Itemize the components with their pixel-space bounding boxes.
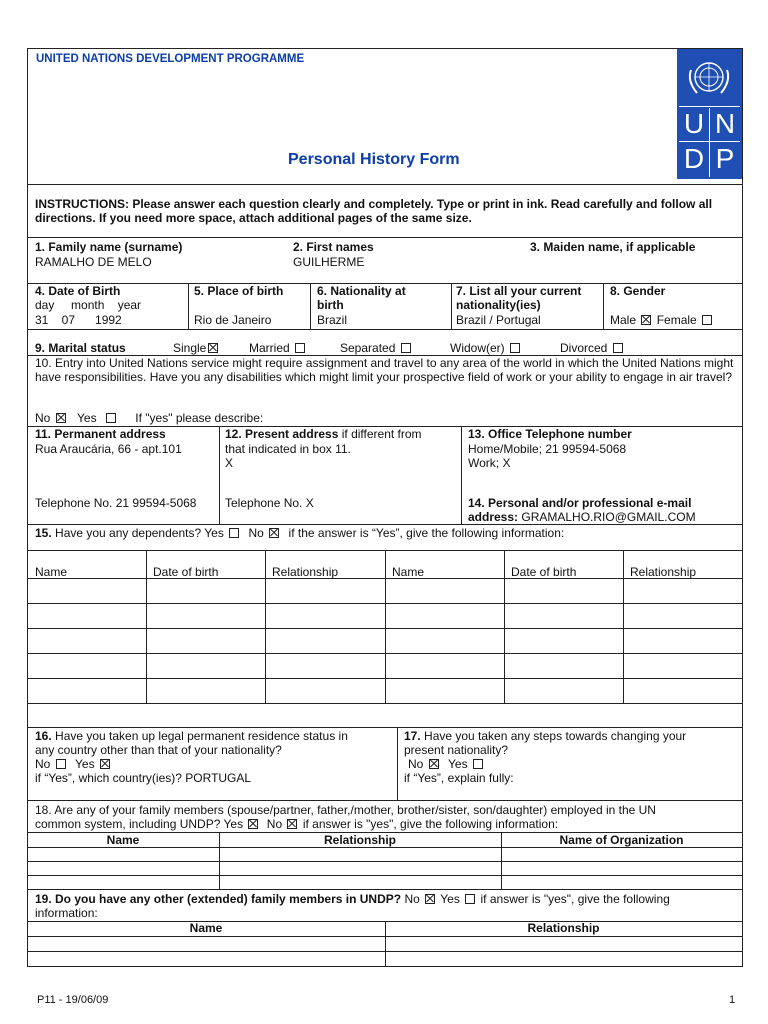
date-of-birth-value[interactable]: 31 07 1992 bbox=[35, 313, 122, 327]
family-name-value[interactable]: RAMALHO DE MELO bbox=[35, 255, 152, 269]
q14-label: 14. Personal and/or professional e-mail bbox=[468, 496, 692, 510]
q3-label: 3. Maiden name, if applicable bbox=[530, 240, 696, 254]
dependents-col-dob-2: Date of birth bbox=[511, 565, 577, 579]
separated-option bbox=[340, 341, 413, 355]
divorced-label: Divorced bbox=[560, 341, 608, 355]
single-label: Single bbox=[173, 341, 207, 355]
q10-answer bbox=[35, 411, 263, 425]
male-label: Male bbox=[610, 313, 637, 327]
q6-label: 6. Nationality at bbox=[317, 284, 406, 298]
q14-email bbox=[468, 510, 696, 524]
dependents-col-relationship-2: Relationship bbox=[630, 565, 697, 579]
q17-answer bbox=[408, 757, 485, 771]
widow-checkbox[interactable] bbox=[510, 343, 520, 353]
q10-text: 10. Entry into United Nations service might require assignment and travel to any area of the world in which the United Nations might have responsibilities. Have you any disabilities which might limit your prospective field of work or your ability to engage in air travel? bbox=[35, 356, 734, 384]
q13-label: 13. Office Telephone number bbox=[468, 427, 632, 441]
instructions-text: INSTRUCTIONS: Please answer each question clearly and completely. Type or print in ink. Read carefully and follow all directions. If you need more space, attach additional pages of the same size. bbox=[35, 197, 713, 225]
q18-col-name: Name bbox=[106, 833, 140, 847]
male-checkbox[interactable] bbox=[641, 315, 651, 325]
logo-letter-p: P bbox=[715, 143, 735, 174]
married-label: Married bbox=[249, 341, 290, 355]
place-of-birth-value[interactable]: Rio de Janeiro bbox=[194, 313, 272, 327]
form-code: P11 - 19/06/09 bbox=[37, 994, 109, 1006]
home-mobile-value[interactable]: Home/Mobile; 21 99594-5068 bbox=[468, 442, 627, 456]
divorced-option bbox=[560, 341, 625, 355]
q19-col-name: Name bbox=[189, 921, 223, 935]
divorced-checkbox[interactable] bbox=[613, 343, 623, 353]
q10-no-label: No bbox=[35, 411, 51, 425]
q7-label: 7. List all your current bbox=[456, 284, 582, 298]
q1-label: 1. Family name (surname) bbox=[35, 240, 183, 254]
q16-line2: any country other than that of your nationality? bbox=[35, 743, 282, 757]
org-name: UNITED NATIONS DEVELOPMENT PROGRAMME bbox=[36, 53, 305, 65]
q17-line1 bbox=[404, 729, 686, 743]
separated-label: Separated bbox=[340, 341, 396, 355]
q19-col-relationship: Relationship bbox=[527, 921, 600, 935]
q18-col-relationship: Relationship bbox=[323, 833, 396, 847]
q18-yes-checkbox[interactable] bbox=[248, 819, 258, 829]
q10-no-checkbox[interactable] bbox=[56, 413, 66, 423]
q15-no-label: No bbox=[248, 526, 264, 540]
q19-line1 bbox=[35, 892, 670, 906]
single-option bbox=[173, 341, 220, 355]
q15-no-checkbox[interactable] bbox=[269, 528, 279, 538]
q18-no-label: No bbox=[266, 817, 283, 831]
form-title: Personal History Form bbox=[288, 151, 460, 168]
q8-label: 8. Gender bbox=[610, 284, 666, 298]
single-checkbox[interactable] bbox=[208, 343, 218, 353]
married-checkbox[interactable] bbox=[295, 343, 305, 353]
q10-yes-label: Yes bbox=[77, 411, 97, 425]
q12-label-rest: if different from bbox=[338, 427, 422, 441]
dependents-col-name: Name bbox=[35, 565, 68, 579]
q10-describe-label: If "yes" please describe: bbox=[135, 411, 264, 425]
q16-yes-label: Yes bbox=[75, 757, 95, 771]
q16-line1 bbox=[35, 729, 348, 743]
widow-label: Widow(er) bbox=[450, 341, 505, 355]
logo-letter-d: D bbox=[683, 143, 705, 174]
q19-yes-checkbox[interactable] bbox=[465, 894, 475, 904]
permanent-telephone[interactable]: Telephone No. 21 99594-5068 bbox=[35, 496, 197, 510]
logo-letter-n: N bbox=[714, 108, 736, 139]
gender-options bbox=[610, 313, 714, 327]
q19-no-checkbox[interactable] bbox=[425, 894, 435, 904]
female-checkbox[interactable] bbox=[702, 315, 712, 325]
q18-line2b: if answer is "yes", give the following information: bbox=[302, 817, 559, 831]
q18-line2a: common system, including UNDP? Yes bbox=[35, 817, 244, 831]
q16-no-checkbox[interactable] bbox=[56, 759, 66, 769]
q16-yes-checkbox[interactable] bbox=[100, 759, 110, 769]
q18-col-organization: Name of Organization bbox=[559, 833, 684, 847]
q16-number: 16. bbox=[35, 729, 52, 743]
q15-yes-checkbox[interactable] bbox=[229, 528, 239, 538]
logo-letter-u: U bbox=[683, 108, 705, 139]
q5-label: 5. Place of birth bbox=[194, 284, 284, 298]
q15-question bbox=[35, 526, 564, 540]
q12-label-line2: that indicated in box 11. bbox=[225, 442, 351, 456]
q16-text: Have you taken up legal permanent residence status in bbox=[51, 729, 348, 743]
dependents-col-relationship: Relationship bbox=[272, 565, 339, 579]
q17-no-label: No bbox=[408, 757, 424, 771]
q9-label: 9. Marital status bbox=[35, 341, 126, 355]
q17-explain: if “Yes”, explain fully: bbox=[404, 771, 514, 785]
q15-number: 15. bbox=[35, 526, 52, 540]
q7-label-line2: nationality(ies) bbox=[456, 298, 541, 312]
q19-suffix: if answer is "yes", give the following bbox=[480, 892, 670, 906]
permanent-address-value[interactable]: Rua Araucária, 66 - apt.101 bbox=[35, 442, 182, 456]
un-emblem-icon bbox=[677, 48, 742, 104]
q11-label: 11. Permanent address bbox=[35, 427, 166, 441]
first-names-value[interactable]: GUILHERME bbox=[293, 255, 365, 269]
current-nationalities-value[interactable]: Brazil / Portugal bbox=[456, 313, 541, 327]
q18-no-checkbox[interactable] bbox=[287, 819, 297, 829]
widow-option bbox=[450, 341, 522, 355]
q18-line2 bbox=[35, 817, 558, 831]
married-option bbox=[249, 341, 307, 355]
present-telephone[interactable]: Telephone No. X bbox=[225, 496, 314, 510]
q15-text: Have you any dependents? Yes bbox=[51, 526, 224, 540]
q17-number: 17. bbox=[404, 729, 421, 743]
dependents-col-name-2: Name bbox=[392, 565, 425, 579]
email-value[interactable]: GRAMALHO.RIO@GMAIL.COM bbox=[518, 510, 696, 524]
q12-label-bold: 12. Present address bbox=[225, 427, 339, 441]
q17-yes-label: Yes bbox=[448, 757, 468, 771]
work-phone-value[interactable]: Work; X bbox=[468, 456, 511, 470]
q17-text: Have you taken any steps towards changing your bbox=[420, 729, 687, 743]
q19-yes-label: Yes bbox=[440, 892, 460, 906]
undp-logo bbox=[677, 48, 742, 179]
q19-line2: information: bbox=[35, 906, 98, 920]
separated-checkbox[interactable] bbox=[401, 343, 411, 353]
female-label: Female bbox=[656, 313, 697, 327]
q6-label-line2: birth bbox=[317, 298, 344, 312]
q16-country-value[interactable]: if “Yes”, which country(ies)? PORTUGAL bbox=[35, 771, 252, 785]
q2-label: 2. First names bbox=[293, 240, 374, 254]
q18-line1: 18. Are any of your family members (spouse/partner, father,/mother, brother/sister, son/daughter) employed in the UN bbox=[35, 803, 656, 817]
nationality-at-birth-value[interactable]: Brazil bbox=[317, 313, 348, 327]
q17-line2: present nationality? bbox=[404, 743, 509, 757]
q19-label: 19. Do you have any other (extended) family members in UNDP? bbox=[35, 892, 402, 906]
present-address-value[interactable]: X bbox=[225, 456, 234, 470]
page-number: 1 bbox=[729, 994, 736, 1006]
q4-sublabel: day month year bbox=[35, 298, 142, 312]
q12-label bbox=[225, 427, 422, 441]
q14-label-line2: address: bbox=[468, 510, 519, 524]
q16-no-label: No bbox=[35, 757, 51, 771]
q17-yes-checkbox[interactable] bbox=[473, 759, 483, 769]
q10-yes-checkbox[interactable] bbox=[106, 413, 116, 423]
q17-no-checkbox[interactable] bbox=[429, 759, 439, 769]
dependents-col-dob: Date of birth bbox=[153, 565, 219, 579]
q19-no-label: No bbox=[404, 892, 420, 906]
q16-answer bbox=[35, 757, 112, 771]
q15-suffix: if the answer is “Yes”, give the following information: bbox=[288, 526, 565, 540]
q4-label: 4. Date of Birth bbox=[35, 284, 121, 298]
